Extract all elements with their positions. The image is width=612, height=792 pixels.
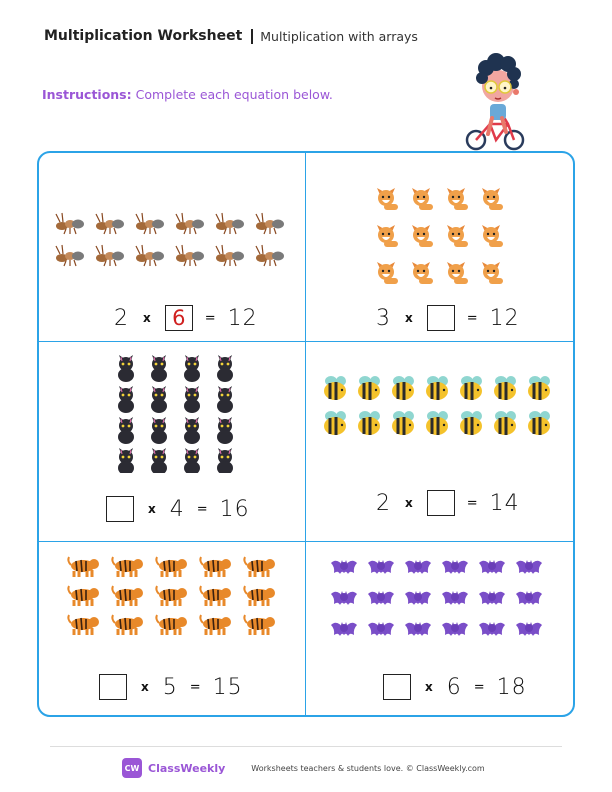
bee-icon xyxy=(392,376,414,400)
times-sign: x xyxy=(148,502,156,516)
bat-icon xyxy=(405,560,431,574)
bat-icon xyxy=(442,591,468,605)
tiger-icon xyxy=(200,615,231,635)
black-cat-icon xyxy=(118,355,134,382)
black-cat-icon xyxy=(118,448,134,473)
equals-sign: = xyxy=(466,310,478,326)
times-sign: x xyxy=(405,311,413,325)
bee-icon xyxy=(426,376,448,400)
corgi-icon xyxy=(447,262,468,284)
ant-icon xyxy=(56,245,84,266)
bat-icon xyxy=(331,591,357,605)
corgi-icon xyxy=(377,188,398,210)
equals-sign: = xyxy=(473,679,485,695)
ant-icon xyxy=(136,213,164,234)
ant-icon xyxy=(56,213,84,234)
answer-box[interactable] xyxy=(99,674,127,700)
bat-icon xyxy=(479,560,505,574)
ant-icon xyxy=(176,245,204,266)
frame-divider-horizontal-1 xyxy=(39,341,573,342)
ant-icon xyxy=(136,245,164,266)
bee-icon xyxy=(528,411,550,435)
product: 18 xyxy=(496,674,527,700)
ant-icon xyxy=(256,213,284,234)
equation-3 xyxy=(106,494,250,524)
bat-icon xyxy=(516,591,542,605)
bee-icon xyxy=(494,411,516,435)
problem-5 xyxy=(65,555,295,710)
factor-b: 6 xyxy=(446,674,462,700)
problem-4 xyxy=(318,375,563,535)
bat-icon xyxy=(516,560,542,574)
tiger-icon xyxy=(156,586,187,606)
corgi-icon xyxy=(377,262,398,284)
bat-icon xyxy=(331,622,357,636)
kid-on-bike-illustration xyxy=(462,42,532,154)
tiger-icon xyxy=(68,586,99,606)
corgi-icon xyxy=(447,225,468,247)
bee-icon xyxy=(324,411,346,435)
bee-icon xyxy=(494,376,516,400)
black-cat-array xyxy=(100,353,240,473)
tiger-icon xyxy=(244,557,275,577)
equation-4 xyxy=(376,488,520,518)
title-separator xyxy=(251,29,253,44)
bee-icon xyxy=(324,376,346,400)
bee-icon xyxy=(528,376,550,400)
factor-a: 3 xyxy=(376,305,391,331)
bee-icon xyxy=(460,411,482,435)
product: 16 xyxy=(219,496,250,522)
instructions xyxy=(42,87,333,102)
tiger-icon xyxy=(200,586,231,606)
black-cat-icon xyxy=(184,417,200,444)
equation-2 xyxy=(376,303,520,333)
factor-b: 4 xyxy=(169,496,185,522)
corgi-array xyxy=(360,180,520,288)
black-cat-icon xyxy=(151,355,167,382)
bat-icon xyxy=(479,591,505,605)
product: 15 xyxy=(212,674,243,700)
problem-3 xyxy=(100,353,300,538)
black-cat-icon xyxy=(118,386,134,413)
corgi-icon xyxy=(412,188,433,210)
footer xyxy=(122,758,485,778)
corgi-icon xyxy=(412,225,433,247)
black-cat-icon xyxy=(217,355,233,382)
bee-icon xyxy=(392,411,414,435)
times-sign: x xyxy=(141,680,149,694)
black-cat-icon xyxy=(151,448,167,473)
footer-divider xyxy=(50,746,562,747)
ant-icon xyxy=(256,245,284,266)
instructions-text: Complete each equation below. xyxy=(135,87,333,102)
ant-icon xyxy=(216,213,244,234)
answer-box[interactable] xyxy=(427,490,455,516)
brand-name[interactable]: ClassWeekly xyxy=(148,761,226,775)
ant-array xyxy=(50,205,295,275)
factor-b: 5 xyxy=(162,674,178,700)
ant-icon xyxy=(96,245,124,266)
tiger-icon xyxy=(68,615,99,635)
times-sign: x xyxy=(425,680,433,694)
classweekly-logo: CW xyxy=(122,758,142,778)
ant-icon xyxy=(176,213,204,234)
bee-icon xyxy=(358,376,380,400)
corgi-icon xyxy=(482,262,503,284)
black-cat-icon xyxy=(217,386,233,413)
bat-icon xyxy=(516,622,542,636)
tiger-icon xyxy=(156,615,187,635)
times-sign: x xyxy=(143,311,151,325)
product: 12 xyxy=(227,305,258,331)
tiger-icon xyxy=(244,586,275,606)
bee-icon xyxy=(460,376,482,400)
tiger-icon xyxy=(156,557,187,577)
equation-6 xyxy=(383,672,527,702)
tiger-icon xyxy=(68,557,99,577)
bat-icon xyxy=(442,622,468,636)
black-cat-icon xyxy=(184,386,200,413)
bee-icon xyxy=(358,411,380,435)
bee-array xyxy=(318,375,563,445)
black-cat-icon xyxy=(217,448,233,473)
bat-icon xyxy=(331,560,357,574)
tiger-icon xyxy=(112,586,143,606)
black-cat-icon xyxy=(184,355,200,382)
black-cat-icon xyxy=(217,417,233,444)
product: 14 xyxy=(489,490,520,516)
answer-box[interactable] xyxy=(427,305,455,331)
equals-sign: = xyxy=(466,495,478,511)
bat-icon xyxy=(368,560,394,574)
answer-box[interactable] xyxy=(383,674,411,700)
bat-icon xyxy=(405,591,431,605)
worksheet-header xyxy=(44,28,418,44)
frame-divider-vertical xyxy=(305,153,306,715)
tiger-icon xyxy=(112,615,143,635)
problem-2 xyxy=(360,180,560,340)
factor-a: 2 xyxy=(376,490,391,516)
bat-icon xyxy=(368,622,394,636)
worksheet-subtitle: Multiplication with arrays xyxy=(260,28,418,44)
black-cat-icon xyxy=(184,448,200,473)
ant-icon xyxy=(216,245,244,266)
bat-icon xyxy=(442,560,468,574)
equals-sign: = xyxy=(204,310,216,326)
ant-icon xyxy=(96,213,124,234)
black-cat-icon xyxy=(151,417,167,444)
equation-1 xyxy=(114,303,258,333)
problem-6 xyxy=(325,555,565,710)
footer-tagline: Worksheets teachers & students love. © ClassWeekly.com xyxy=(251,763,485,773)
black-cat-icon xyxy=(118,417,134,444)
corgi-icon xyxy=(482,188,503,210)
equation-5 xyxy=(99,672,243,702)
tiger-icon xyxy=(244,615,275,635)
frame-divider-horizontal-2 xyxy=(39,541,573,542)
bat-icon xyxy=(368,591,394,605)
equals-sign: = xyxy=(189,679,201,695)
bat-icon xyxy=(405,622,431,636)
bat-array xyxy=(325,555,560,650)
worksheet-title: Multiplication Worksheet xyxy=(44,28,243,44)
factor-a: 2 xyxy=(114,305,129,331)
corgi-icon xyxy=(412,262,433,284)
corgi-icon xyxy=(482,225,503,247)
times-sign: x xyxy=(405,496,413,510)
answer-box[interactable] xyxy=(106,496,134,522)
black-cat-icon xyxy=(151,386,167,413)
tiger-icon xyxy=(200,557,231,577)
corgi-icon xyxy=(377,225,398,247)
tiger-array xyxy=(65,555,280,645)
bat-icon xyxy=(479,622,505,636)
instructions-label: Instructions: xyxy=(42,87,132,102)
product: 12 xyxy=(489,305,520,331)
bee-icon xyxy=(426,411,448,435)
tiger-icon xyxy=(112,557,143,577)
answer-box[interactable]: 6 xyxy=(165,305,193,331)
problem-1 xyxy=(50,205,295,340)
equals-sign: = xyxy=(196,501,208,517)
corgi-icon xyxy=(447,188,468,210)
